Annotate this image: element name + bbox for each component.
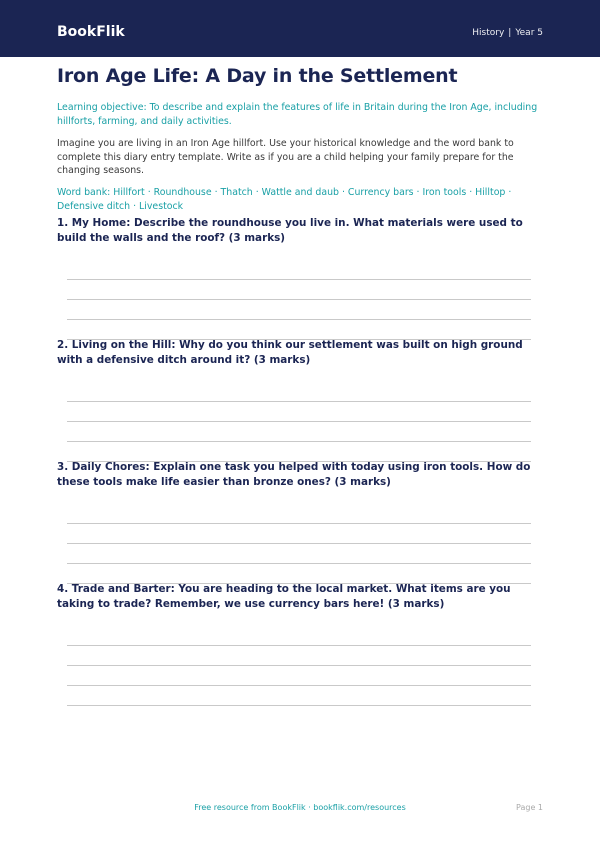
answer-line[interactable] bbox=[67, 705, 531, 706]
question-1: 1. My Home: Describe the roundhouse you live in. What materials were used to build the walls and the roof? (3 marks) bbox=[57, 217, 523, 244]
top-banner bbox=[0, 0, 600, 57]
answer-line[interactable] bbox=[67, 543, 531, 544]
question-3: 3. Daily Chores: Explain one task you helped with today using iron tools. How do these tools make life easier than bronze ones? (3 marks) bbox=[57, 461, 531, 488]
worksheet-intro bbox=[57, 64, 543, 213]
year-group: Year 5 bbox=[515, 28, 543, 38]
footer-credit: Free resource from BookFlik · bookflik.com/resources bbox=[194, 803, 406, 812]
answer-line[interactable] bbox=[67, 685, 531, 686]
instructions: Imagine you are living in an Iron Age hillfort. Use your historical knowledge and the word bank to complete this diary entry template. Write as if you are a child helping your family prepare for the changing seasons. bbox=[57, 138, 514, 177]
page-number: Page 1 bbox=[516, 803, 543, 812]
answer-line[interactable] bbox=[67, 401, 531, 402]
answer-line[interactable] bbox=[67, 665, 531, 666]
answer-line[interactable] bbox=[67, 319, 531, 320]
learning-objective: Learning objective: To describe and explain the features of life in Britain during the Iron Age, including hillforts, farming, and daily activities. bbox=[57, 102, 538, 127]
answer-line[interactable] bbox=[67, 645, 531, 646]
brand-logo-text: BookFlik bbox=[57, 24, 125, 40]
answer-line[interactable] bbox=[67, 563, 531, 564]
answer-line[interactable] bbox=[67, 421, 531, 422]
answer-line[interactable] bbox=[67, 299, 531, 300]
word-bank: Word bank: Hillfort · Roundhouse · Thatch · Wattle and daub · Currency bars · Iron tools · Hilltop · Defensive ditch · Livestock bbox=[57, 186, 512, 212]
answer-line[interactable] bbox=[67, 523, 531, 524]
worksheet-title: Iron Age Life: A Day in the Settlement bbox=[57, 65, 458, 87]
answer-line[interactable] bbox=[67, 441, 531, 442]
subject-name: History bbox=[472, 28, 505, 38]
answer-line[interactable] bbox=[67, 279, 531, 280]
question-2: 2. Living on the Hill: Why do you think our settlement was built on high ground with a defensive ditch around it? (3 marks) bbox=[57, 339, 523, 366]
subject-separator: | bbox=[508, 28, 512, 38]
subject-label bbox=[472, 26, 543, 40]
question-4: 4. Trade and Barter: You are heading to the local market. What items are you taking to trade? Remember, we use currency bars here! (3 marks) bbox=[57, 583, 511, 610]
